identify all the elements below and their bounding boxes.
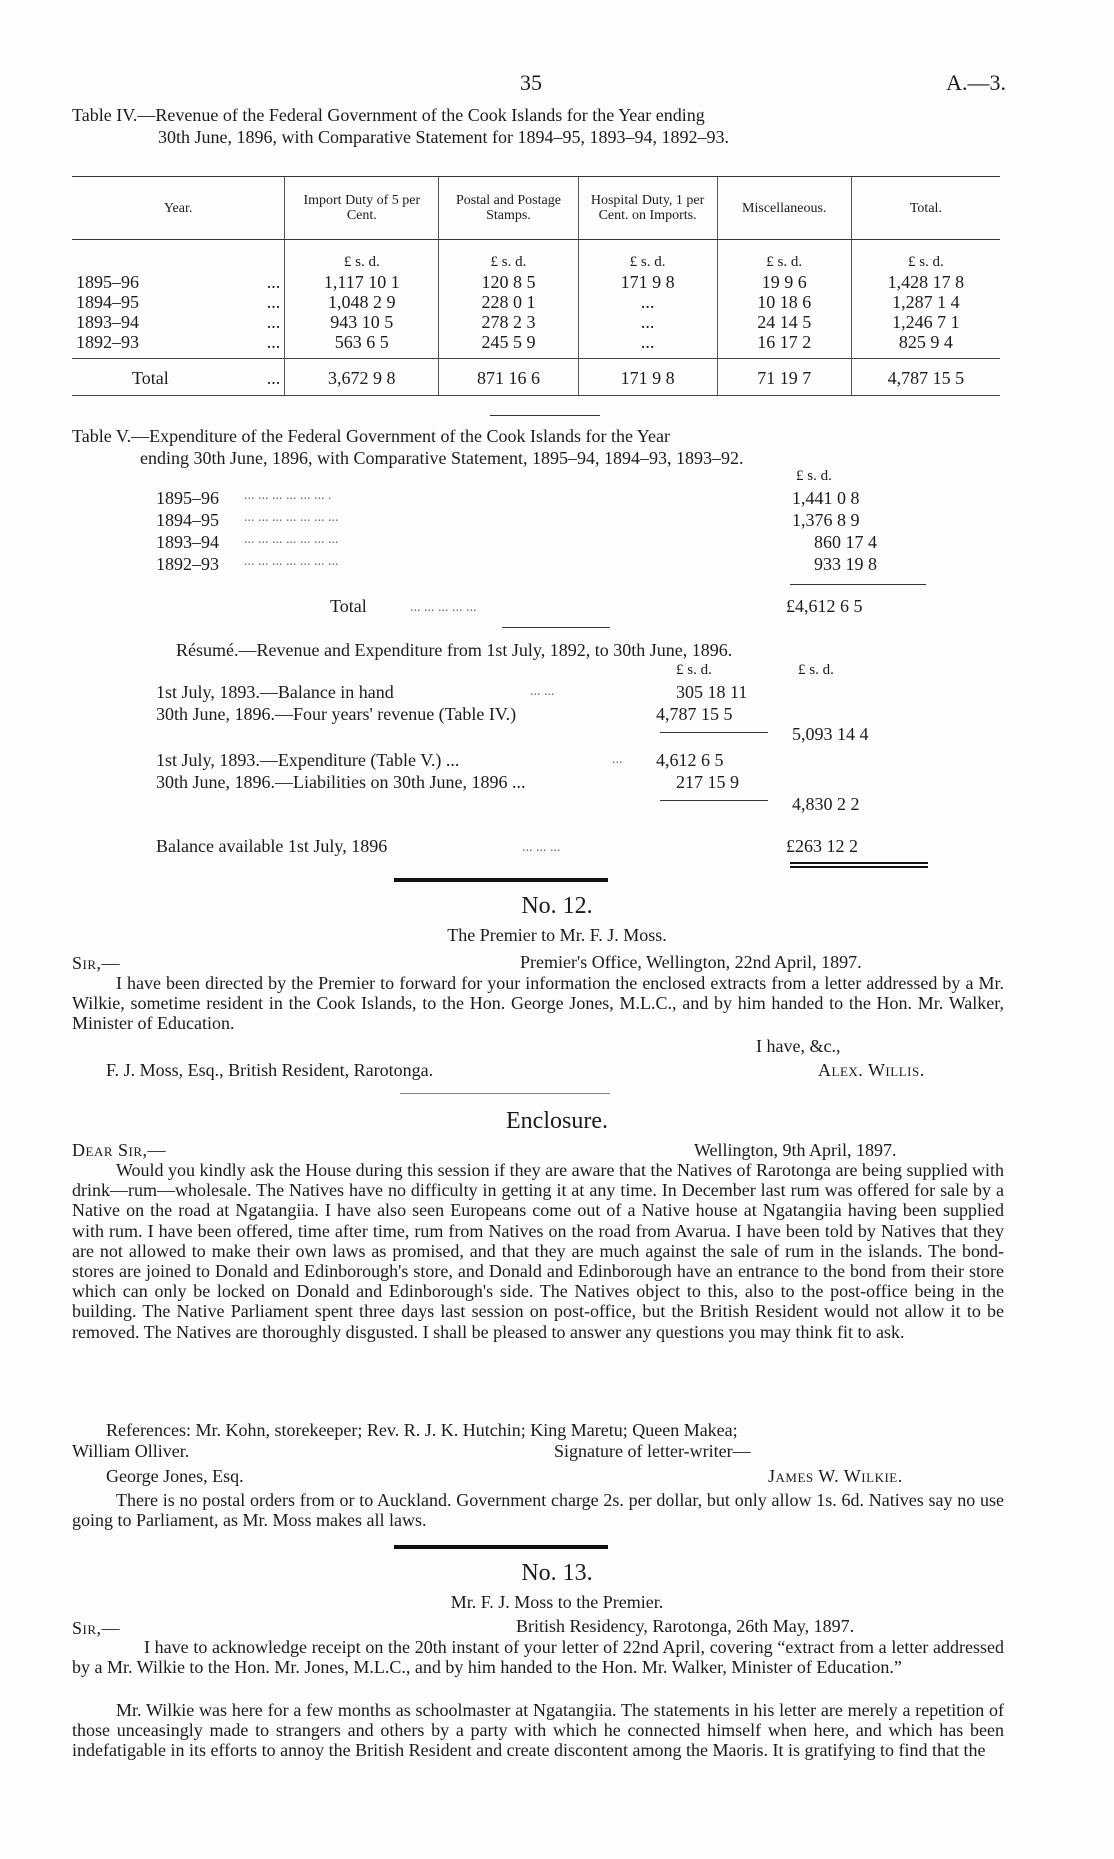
table5-caption-line2: ending 30th June, 1896, with Comparative Statement, 1895–94, 1894–93, 1893–92. bbox=[140, 448, 744, 468]
table-row bbox=[72, 332, 1000, 352]
resume-line-label: 1st July, 1893.—Balance in hand bbox=[156, 682, 394, 702]
resume-line-amount: 305 18 11 bbox=[676, 682, 748, 702]
postal-cell: 120 8 5 bbox=[439, 272, 578, 292]
expenditure-amount: 1,376 8 9 bbox=[792, 510, 860, 530]
col-header-miscellaneous: Miscellaneous. bbox=[717, 177, 851, 240]
units-label: £ s. d. bbox=[796, 468, 832, 484]
miscellaneous-cell: 16 17 2 bbox=[717, 332, 851, 352]
letter-body: Would you kindly ask the House during this session if they are aware that the Natives of Rarotonga are being supplied with drink—rum—wholesale. The Natives have no difficulty in getting it at any time. In December last rum was offered for sale by a Native on the road at Ngatangiia. I have also seen Europeans come out of a Native house at Ngatangiia having been supplied with rum. I have been offered, time after time, rum from Natives on the road from Avarua. I have been told by Natives that they are not allowed to make their own laws as promised, and that they are much against the sale of rum in the islands. The bond-stores are joined to Donald and Edinborough's store, and Donald and Edinborough have an entrance to the bond from their store which can only be locked on Donald and Edinborough's side. The Natives object to this, also to the post-office being in the building. The Native Parliament spent three days last session on post-office, but the British Resident would not allow it to be removed. The Natives are thoroughly disgusted. I shall be pleased to answer any questions you may think fit to ask. bbox=[72, 1160, 1004, 1342]
addressee: George Jones, Esq. bbox=[106, 1466, 244, 1486]
units-row bbox=[72, 240, 1000, 273]
leader-dots: ... ... ... bbox=[522, 840, 561, 855]
col-header-import-duty: Import Duty of 5 per Cent. bbox=[285, 177, 439, 240]
year-cell: 1892–93 bbox=[76, 332, 139, 352]
revenue-table bbox=[72, 176, 1000, 396]
salutation: Sir,— bbox=[72, 1618, 121, 1638]
leader-dots: ... ... ... ... ... ... ... bbox=[244, 554, 339, 569]
expenditure-year: 1894–95 bbox=[156, 510, 219, 530]
miscellaneous-cell: 24 14 5 bbox=[717, 312, 851, 332]
expenditure-amount: 933 19 8 bbox=[814, 554, 877, 574]
col-header-total: Total. bbox=[851, 177, 1000, 240]
total-cell: 1,246 7 1 bbox=[851, 312, 1000, 332]
table5-caption-line1: Table V.—Expenditure of the Federal Government of the Cook Islands for the Year bbox=[72, 426, 670, 446]
table-row bbox=[72, 292, 1000, 312]
total-cell: 825 9 4 bbox=[851, 332, 1000, 352]
letter-subtitle: The Premier to Mr. F. J. Moss. bbox=[447, 925, 667, 945]
letter-subtitle: Mr. F. J. Moss to the Premier. bbox=[450, 1592, 664, 1612]
year-cell: 1894–95 bbox=[76, 292, 139, 312]
units-label: £ s. d. bbox=[798, 662, 834, 678]
salutation: Sir,— bbox=[72, 953, 121, 973]
import-duty-cell: 1,117 10 1 bbox=[285, 272, 439, 292]
hospital-duty-cell: ... bbox=[578, 292, 717, 312]
resume-line-label: 1st July, 1893.—Expenditure (Table V.) ... bbox=[156, 750, 460, 770]
leader-dots: ... bbox=[266, 272, 281, 292]
total-label: Total bbox=[72, 359, 246, 396]
section-divider bbox=[394, 878, 608, 882]
leader-dots: ... ... bbox=[530, 684, 555, 699]
table4-caption-line1: Table IV.—Revenue of the Federal Government of the Cook Islands for the Year ending bbox=[72, 105, 705, 125]
import-duty-cell: 1,048 2 9 bbox=[285, 292, 439, 312]
leader-dots: ... bbox=[612, 752, 623, 767]
resume-line-label: 30th June, 1896.—Liabilities on 30th June, 1896 ... bbox=[156, 772, 526, 792]
double-rule bbox=[790, 866, 928, 868]
col-header-hospital-duty: Hospital Duty, 1 per Cent. on Imports. bbox=[578, 177, 717, 240]
balance-amount: £263 12 2 bbox=[786, 836, 858, 856]
table4-caption-line2: 30th June, 1896, with Comparative Statement for 1894–95, 1893–94, 1892–93. bbox=[158, 127, 729, 147]
resume-line-amount: 217 15 9 bbox=[676, 772, 739, 792]
salutation: Dear Sir,— bbox=[72, 1140, 167, 1160]
section-divider bbox=[394, 1545, 608, 1549]
revenue-table-header bbox=[72, 177, 1000, 240]
leader-dots: ... ... ... ... ... ... ... bbox=[244, 532, 339, 547]
unit-label: £ s. d. bbox=[439, 240, 578, 273]
hospital-duty-cell: ... bbox=[578, 312, 717, 332]
year-cell: 1895–96 bbox=[76, 272, 139, 292]
hospital-duty-cell: 171 9 8 bbox=[578, 272, 717, 292]
divider bbox=[400, 1093, 610, 1094]
table-row bbox=[72, 272, 1000, 292]
miscellaneous-cell: 19 9 6 bbox=[717, 272, 851, 292]
leader-dots: ... ... ... ... ... bbox=[410, 600, 477, 615]
expenditure-total-label: Total bbox=[330, 596, 367, 616]
signature: Alex. Willis. bbox=[818, 1060, 925, 1080]
divider bbox=[502, 627, 610, 628]
col-header-postal: Postal and Postage Stamps. bbox=[439, 177, 578, 240]
miscellaneous-cell: 10 18 6 bbox=[717, 292, 851, 312]
resume-line-amount: 4,787 15 5 bbox=[656, 704, 733, 724]
page-number: 35 bbox=[520, 70, 542, 95]
letter-number: No. 13. bbox=[521, 1560, 593, 1586]
miscellaneous-total: 71 19 7 bbox=[717, 359, 851, 396]
dateline: Wellington, 9th April, 1897. bbox=[694, 1140, 897, 1160]
import-duty-total: 3,672 9 8 bbox=[285, 359, 439, 396]
unit-label: £ s. d. bbox=[851, 240, 1000, 273]
resume-subtotal: 5,093 14 4 bbox=[792, 724, 869, 744]
letter-body: Mr. Wilkie was here for a few months as schoolmaster at Ngatangiia. The statements in his letter are merely a repetition of those unceasingly made to strangers and others by a party with which he connected himself when here, and which has been indefatigable in its efforts to annoy the British Resident and create discontent among the Maoris. It is gratifying to find that the bbox=[72, 1700, 1004, 1761]
sum-rule bbox=[660, 800, 768, 801]
signature: James W. Wilkie. bbox=[768, 1466, 903, 1486]
expenditure-year: 1893–94 bbox=[156, 532, 219, 552]
hospital-duty-cell: ... bbox=[578, 332, 717, 352]
double-rule bbox=[790, 862, 928, 864]
addressee: F. J. Moss, Esq., British Resident, Rarotonga. bbox=[106, 1060, 434, 1080]
postal-cell: 245 5 9 bbox=[439, 332, 578, 352]
total-cell: 1,428 17 8 bbox=[851, 272, 1000, 292]
signature-label: Signature of letter-writer— bbox=[554, 1441, 751, 1461]
references-continued: William Olliver. bbox=[72, 1441, 190, 1461]
expenditure-total: £4,612 6 5 bbox=[786, 596, 863, 616]
leader-dots: ... ... ... ... ... ... . bbox=[244, 488, 332, 503]
leader-dots: ... bbox=[266, 292, 281, 312]
dateline: British Residency, Rarotonga, 26th May, 1897. bbox=[516, 1616, 855, 1636]
leader-dots: ... bbox=[266, 312, 281, 332]
import-duty-cell: 943 10 5 bbox=[285, 312, 439, 332]
resume-line-amount: 4,612 6 5 bbox=[656, 750, 724, 770]
resume-line-label: 30th June, 1896.—Four years' revenue (Table IV.) bbox=[156, 704, 517, 724]
expenditure-year: 1895–96 bbox=[156, 488, 219, 508]
letter-close: I have, &c., bbox=[756, 1036, 841, 1056]
sum-rule bbox=[790, 584, 926, 585]
grand-total: 4,787 15 5 bbox=[851, 359, 1000, 396]
sum-rule bbox=[660, 732, 768, 733]
col-header-year: Year. bbox=[72, 177, 285, 240]
letter-body: I have to acknowledge receipt on the 20th instant of your letter of 22nd April, covering “extract from a letter addressed by a Mr. Wilkie to the Hon. Mr. Jones, M.L.C., and by him handed to the Hon. Mr. Walker, Minister of Education.” bbox=[72, 1637, 1004, 1678]
postal-cell: 228 0 1 bbox=[439, 292, 578, 312]
leader-dots: ... bbox=[266, 332, 281, 352]
letter-number: No. 12. bbox=[521, 893, 593, 919]
table-row bbox=[72, 312, 1000, 332]
hospital-duty-total: 171 9 8 bbox=[578, 359, 717, 396]
postal-cell: 278 2 3 bbox=[439, 312, 578, 332]
table4-caption bbox=[72, 104, 1002, 148]
expenditure-year: 1892–93 bbox=[156, 554, 219, 574]
letter-body: I have been directed by the Premier to forward for your information the enclosed extracts from a letter addressed by a Mr. Wilkie, sometime resident in the Cook Islands, to the Hon. George Jones, M.L.C., and by him handed to the Hon. Mr. Walker, Minister of Education. bbox=[72, 973, 1004, 1034]
dateline: Premier's Office, Wellington, 22nd April, 1897. bbox=[520, 952, 862, 972]
unit-label: £ s. d. bbox=[578, 240, 717, 273]
postscript: There is no postal orders from or to Auckland. Government charge 2s. per dollar, but only allow 1s. 6d. Natives say no use going to Parliament, as Mr. Moss makes all laws. bbox=[72, 1490, 1004, 1531]
balance-label: Balance available 1st July, 1896 bbox=[156, 836, 388, 856]
unit-label: £ s. d. bbox=[285, 240, 439, 273]
table5-caption bbox=[72, 425, 1002, 469]
postal-total: 871 16 6 bbox=[439, 359, 578, 396]
resume-title: Résumé.—Revenue and Expenditure from 1st July, 1892, to 30th June, 1896. bbox=[176, 640, 733, 660]
expenditure-amount: 860 17 4 bbox=[814, 532, 877, 552]
expenditure-amount: 1,441 0 8 bbox=[792, 488, 860, 508]
leader-dots: ... ... ... ... ... ... ... bbox=[244, 510, 339, 525]
enclosure-title: Enclosure. bbox=[506, 1108, 608, 1134]
units-label: £ s. d. bbox=[676, 662, 712, 678]
year-cell: 1893–94 bbox=[76, 312, 139, 332]
table-total-row bbox=[72, 359, 1000, 396]
import-duty-cell: 563 6 5 bbox=[285, 332, 439, 352]
resume-subtotal: 4,830 2 2 bbox=[792, 794, 860, 814]
leader-dots: ... bbox=[246, 359, 285, 396]
references: References: Mr. Kohn, storekeeper; Rev. R. J. K. Hutchin; King Maretu; Queen Makea; bbox=[106, 1420, 738, 1440]
total-cell: 1,287 1 4 bbox=[851, 292, 1000, 312]
document-reference: A.—3. bbox=[946, 70, 1006, 95]
unit-label: £ s. d. bbox=[717, 240, 851, 273]
divider bbox=[490, 415, 600, 416]
